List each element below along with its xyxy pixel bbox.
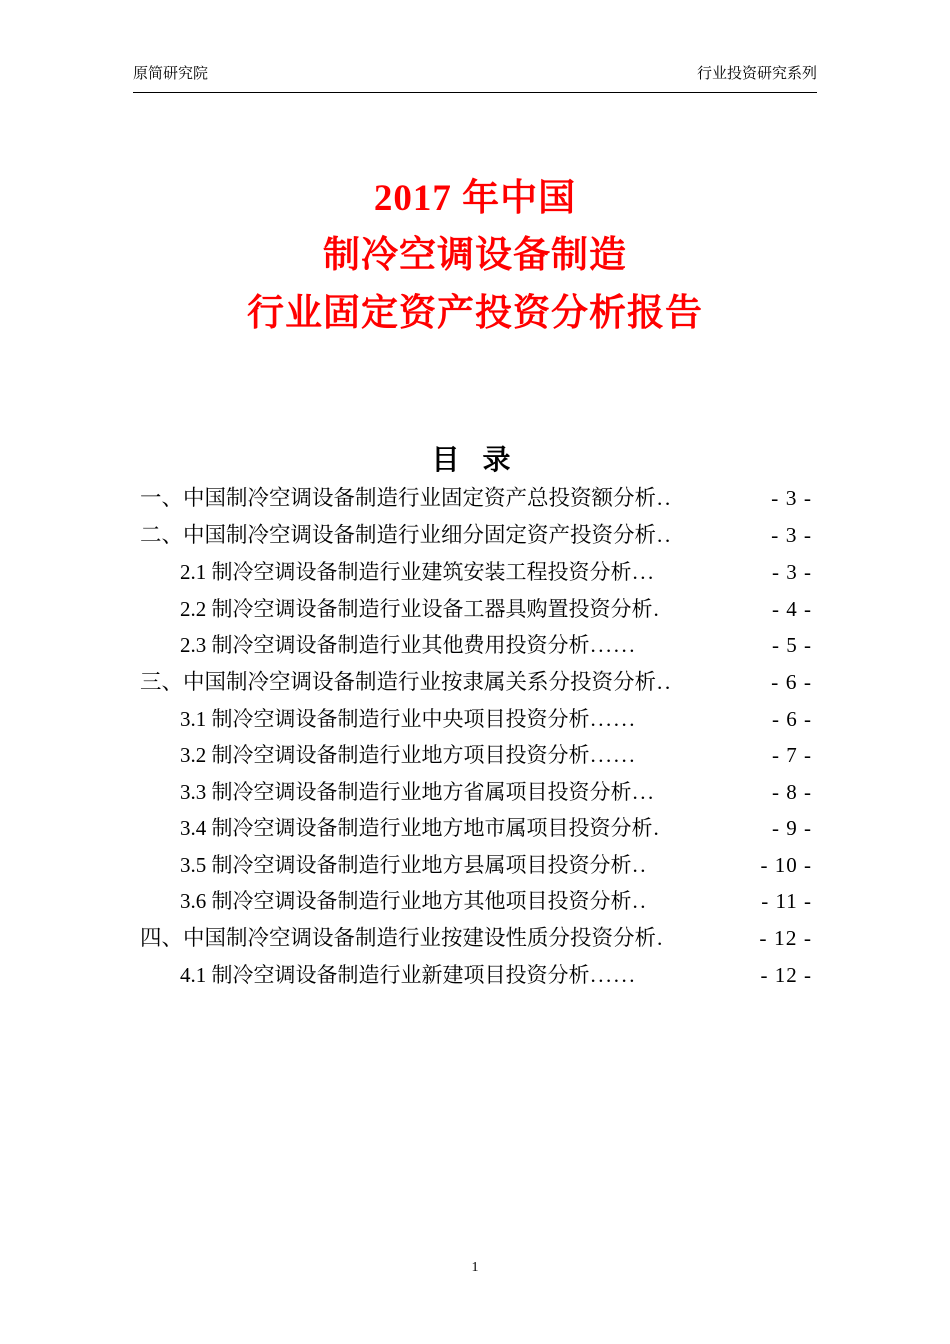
toc-entry[interactable] xyxy=(140,488,812,510)
toc-entry-label: 3.1 制冷空调设备制造行业中央项目投资分析 xyxy=(180,706,590,731)
toc-page-number: - 11 - xyxy=(761,889,812,913)
toc-entry-label: 3.4 制冷空调设备制造行业地方地市属项目投资分析 xyxy=(180,816,653,840)
toc-entry[interactable] xyxy=(140,635,812,656)
toc-entry[interactable] xyxy=(140,745,812,766)
header-divider xyxy=(133,92,817,93)
toc-leader: ...... xyxy=(590,745,637,766)
toc-entry[interactable] xyxy=(140,525,812,547)
toc-entry[interactable] xyxy=(140,891,812,912)
toc-entry[interactable] xyxy=(140,706,812,731)
title-line-2: 制冷空调设备制造 xyxy=(323,235,627,277)
toc-page-number: - 6 - xyxy=(772,706,812,731)
title-line-3: 行业固定资产投资分析报告 xyxy=(247,292,703,334)
toc-page-number: - 4 - xyxy=(772,596,812,621)
toc-page-number: - 10 - xyxy=(760,852,812,877)
toc-entry-label: 一、中国制冷空调设备制造行业固定资产总投资额分析 xyxy=(140,486,657,510)
toc-entry-label: 2.2 制冷空调设备制造行业设备工器具购置投资分析 xyxy=(180,596,653,621)
toc-page-number: - 9 - xyxy=(772,816,812,840)
toc-leader: .. xyxy=(632,854,648,876)
toc-page-number: - 3 - xyxy=(771,523,812,547)
toc-entry[interactable] xyxy=(140,818,812,839)
page-footer xyxy=(0,1260,950,1276)
toc-entry-label: 2.3 制冷空调设备制造行业其他费用投资分析 xyxy=(180,633,590,657)
header-right-label: 行业投资研究系列 xyxy=(696,66,817,82)
toc-leader: . xyxy=(653,818,662,839)
toc-entry-label: 2.1 制冷空调设备制造行业建筑安装工程投资分析 xyxy=(180,560,632,584)
toc-entry[interactable] xyxy=(140,779,812,804)
toc-page-number: - 8 - xyxy=(772,779,812,804)
toc-entry[interactable] xyxy=(140,925,812,950)
toc-page-number: - 6 - xyxy=(771,669,812,694)
toc-entry-label: 3.3 制冷空调设备制造行业地方省属项目投资分析 xyxy=(180,779,632,804)
toc-leader: . xyxy=(657,927,665,949)
toc-leader: .. xyxy=(632,891,648,912)
toc-entry[interactable] xyxy=(140,596,812,621)
header-left-label: 原简研究院 xyxy=(133,66,209,82)
toc-entry-label: 3.5 制冷空调设备制造行业地方县属项目投资分析 xyxy=(180,852,632,877)
title-line-1: 2017 年中国 xyxy=(373,178,577,219)
toc-entry-label: 4.1 制冷空调设备制造行业新建项目投资分析 xyxy=(180,962,590,987)
toc-page-number: - 12 - xyxy=(759,925,812,950)
toc-leader: ... xyxy=(632,562,656,583)
toc-entry[interactable] xyxy=(140,669,812,694)
toc-heading: 目 录 xyxy=(431,445,519,476)
toc-entry-label: 三、中国制冷空调设备制造行业按隶属关系分投资分析 xyxy=(140,669,657,694)
toc-entry[interactable] xyxy=(140,852,812,877)
table-of-contents xyxy=(140,488,812,1001)
document-title xyxy=(0,170,950,342)
toc-entry-label: 3.6 制冷空调设备制造行业地方其他项目投资分析 xyxy=(180,889,632,913)
toc-page-number: - 12 - xyxy=(760,962,812,987)
footer-page-number: 1 xyxy=(471,1260,479,1275)
toc-entry[interactable] xyxy=(140,562,812,583)
toc-leader: .. xyxy=(657,488,673,510)
toc-leader: ... xyxy=(632,781,656,803)
toc-page-number: - 3 - xyxy=(771,486,812,510)
toc-entry[interactable] xyxy=(140,962,812,987)
toc-entry-label: 二、中国制冷空调设备制造行业细分固定资产投资分析 xyxy=(140,523,657,547)
toc-leader: ...... xyxy=(590,635,637,656)
toc-page-number: - 5 - xyxy=(772,633,812,657)
toc-leader: ...... xyxy=(590,708,637,730)
toc-leader: .. xyxy=(657,525,673,547)
toc-entry-label: 四、中国制冷空调设备制造行业按建设性质分投资分析 xyxy=(140,925,657,950)
toc-leader: . xyxy=(653,598,662,620)
toc-page-number: - 7 - xyxy=(772,743,812,767)
toc-page-number: - 3 - xyxy=(772,560,812,584)
page-header xyxy=(133,62,817,83)
toc-leader: .. xyxy=(657,671,673,693)
toc-entry-label: 3.2 制冷空调设备制造行业地方项目投资分析 xyxy=(180,743,590,767)
toc-leader: ...... xyxy=(590,964,637,986)
